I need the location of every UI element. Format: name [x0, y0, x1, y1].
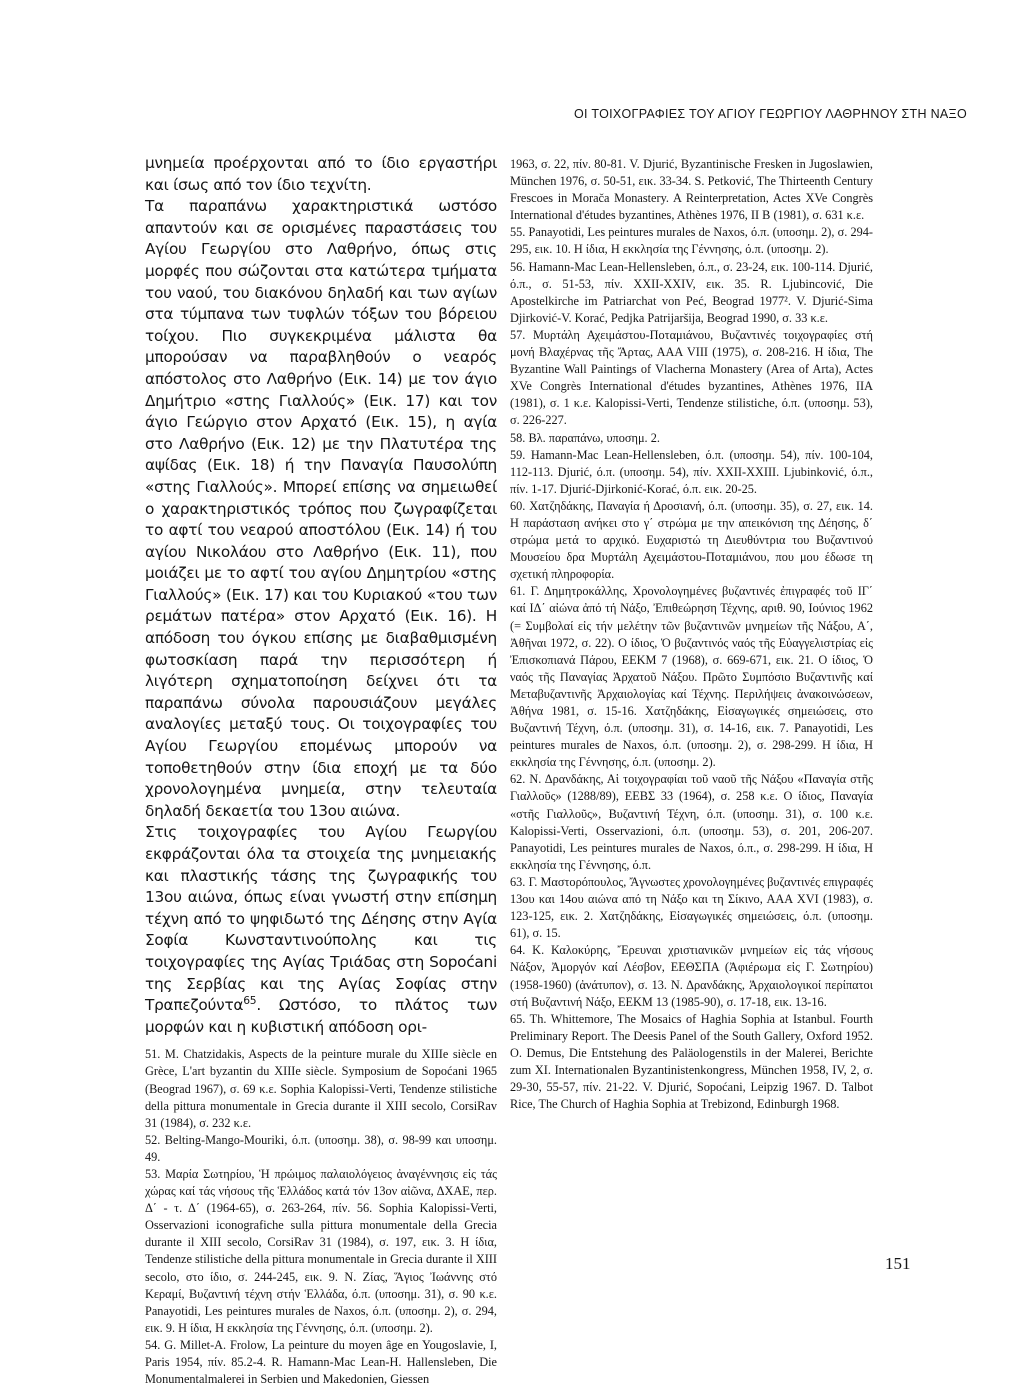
- footnote: 51. M. Chatzidakis, Aspects de la peinture murale du XIIIe siècle en Grèce, L'art byzantin du XIIIe siècle. Symposium de Sopoćani 1965 (Beograd 1967), σ. 69 κ.ε. Sophia Kalopissi-Verti, Tendenze stilistiche della pittura monumentale in Grecia durante il XIII secolo, CorsiRav 31 (1984), σ. 232 κ.ε.: [145, 1047, 497, 1130]
- left-column: [145, 153, 497, 1388]
- footnote: 57. Μυρτάλη Αχειμάστου-Ποταμιάνου, Βυζαντινές τοιχογραφίες στή μονή Βλαχέρνας τῆς Ἄρτας, ΑΑΑ VIII (1975), σ. 208-216. Η ίδια, The Byzantine Wall Paintings of Vlacherna Monastery (Area of Arta), Actes XVe Congrès International d'études byzantines, Athènes 1976, IIA (1981), σ. 1 κ.ε. Kalopissi-Verti, Tendenze stilistiche, ό.π. (υποσημ. 53), σ. 226-227.: [510, 327, 873, 428]
- body-paragraph-text: . Ωστόσο, το πλάτος των μορφών και η κυβιστική απόδοση ορι-: [145, 996, 497, 1036]
- footnote: 55. Panayotidi, Les peintures murales de Naxos, ό.π. (υποσημ. 2), σ. 294-295, εικ. 10. Η ίδια, Η εκκλησία της Γέννησης, ό.π. (υποσημ. 2).: [510, 225, 873, 257]
- footnote: 65. Th. Whittemore, The Mosaics of Haghia Sophia at Istanbul. Fourth Preliminary Report. The Deesis Panel of the South Gallery, Oxford 1952. O. Demus, Die Entstehung des Paläologenstils in der Malerei, Berichte zum XI. Internationalen Byzantinistenkongress, München 1958, IV, 2, σ. 29-30, 55-57, πίν. 21-22. V. Djurić, Sopoćani, Leipzig 1967. D. Talbot Rice, The Church of Haghia Sophia at Trebizond, Edinburgh 1968.: [510, 1011, 873, 1112]
- body-paragraph-text: Στις τοιχογραφίες του Αγίου Γεωργίου εκφράζονται όλα τα στοιχεία της μνημειακής και πλαστικής τάσης της ζωγραφικής του 13ου αιώνα, όπως είναι γνωστή στην επίσημη τέχνη από το ψηφιδωτό της Δέησης στην Αγία Σοφία Κωνσταντινούπολης και τις τοιχογραφίες της Αγίας Τριάδας στη Sopoćani της Σερβίας και της Αγίας Σοφίας στην Τραπεζούντα: [145, 823, 497, 1015]
- page-number: 151: [885, 1254, 911, 1273]
- body-paragraph: Τα παραπάνω χαρακτηριστικά ωστόσο απαντούν και σε ορισμένες παραστάσεις του Αγίου Γεωργίου στο Λαθρήνο, όπως στις μορφές που σώζονται στα κατώτερα τμήματα του ναού, του διακόνου δηλαδή και των αγίων στα τύμπανα των τυφλών τόξων του βόρειου τοίχου. Πιο συγκεκριμένα μάλιστα θα μπορούσαν να παραβληθούν ο νεαρός απόστολος στο Λαθρήνο (Εικ. 14) με τον άγιο Δημήτριο «στης Γιαλλούς» (Εικ. 17) και τον άγιο Γεώργιο στον Αρχατό (Εικ. 15), η αγία στο Λαθρήνο (Εικ. 12) με την Πλατυτέρα της αψίδας (Εικ. 18) ή την Παναγία Παυσολύπη «στης Γιαλλούς». Μπορεί επίσης να σημειωθεί ο χαρακτηριστικός τρόπος που ζωγραφίζεται το αφτί του νεαρού αποστόλου (Εικ. 14) ή του αγίου Νικολάου στο Λαθρήνο (Εικ. 11), που μοιάζει με το αφτί του αγίου Δημητρίου «στης Γιαλλούς» (Εικ. 17) και του Κυριακού «του των ρεμάτων πατέρα» στον Αρχατό (Εικ. 16). Η απόδοση του όγκου επίσης με διαβαθμισμένη φωτοσκίαση παρά την περισσότερη ή λιγότερη σχηματοποίηση δείχνει ότι τα παραπάνω σύνολα παρουσιάζουν μεγάλες αναλογίες μεταξύ τους. Οι τοιχογραφίες του Αγίου Γεωργίου επομένως μπορούν να τοποθετηθούν στην ίδια εποχή με τα δύο χρονολογημένα μνημεία, στην τελευταία δηλαδή δεκαετία του 13ου αιώνα.: [145, 197, 497, 820]
- footnote-ref: 65: [243, 994, 257, 1008]
- footnotes-left: [145, 1046, 497, 1388]
- footnote: 1963, σ. 22, πίν. 80-81. V. Djurić, Byzantinische Fresken in Jugoslawien, München 1976, σ. 50-51, εικ. 33-34. S. Petković, The Thirteenth Century Frescoes in Morača Monastery. A Reinterpretation, Actes XVe Congrès International d'études byzantines, Athènes 1976, II B (1981), σ. 631 κ.ε.: [510, 157, 873, 223]
- footnote: 61. Γ. Δημητροκάλλης, Χρονολογημένες βυζαντινές ἐπιγραφές τοῦ ΙΓ΄ καί ΙΔ΄ αἰώνα ἀπό τή Νάξο, Ἐπιθεώρηση Τέχνης, αριθ. 90, Ιούνιος 1962 (= Συμβολαί εἰς τήν μελέτην τῶν βυζαντινῶν μνημείων τῆς Νάξου, Α΄, Ἀθῆναι 1972, σ. 22). Ο ίδιος, Ὁ βυζαντινός ναός τῆς Εὐαγγελιστρίας εἰς Ἐπισκοπιανά Πάρου, ΕΕΚΜ 7 (1968), σ. 669-671, εικ. 21. Ο ίδιος, Ὁ ναός τῆς Παναγίας Ἀρχατοῦ Νάξου. Πρῶτο Συμπόσιο Βυζαντινῆς καί Μεταβυζαντινῆς Ἀρχαιολογίας καί Τέχνης. Περιλήψεις ἀνακοινώσεων, Ἀθήνα 1981, σ. 15-16. Χατζηδάκης, Εἰσαγωγικές σημειώσεις, στο Βυζαντινή Τέχνη, ό.π. (υποσημ. 31), σ. 14-16, εικ. 7. Panayotidi, Les peintures murales de Naxos, ό.π. (υποσημ. 2), σ. 298-299. Η ίδια, Η εκκλησία της Γέννησης, ό.π. (υποσημ. 2).: [510, 584, 873, 770]
- footnote: 59. Hamann-Mac Lean-Hellensleben, ό.π. (υποσημ. 54), πίν. 100-104, 112-113. Djurić, ό.π. (υποσημ. 54), πίν. XXII-XXIII. Ljubinković, ό.π., πίν. 1-17. Djurić-Djirkonić-Korać, ό.π. εικ. 20-25.: [510, 447, 873, 496]
- footnote: 60. Χατζηδάκης, Παναγία ή Δροσιανή, ό.π. (υποσημ. 35), σ. 27, εικ. 14. Η παράσταση ανήκει στο γ΄ στρώμα με την απεικόνιση της Δέησης, δ΄ στρώμα μετά το αρχικό. Ευχαριστώ τη Διευθύντρια του Βυζαντινού Μουσείου δρα Μυρτάλη Αχειμάστου-Ποταμιάνου, που μου έδωσε τη σχετική πληροφορία.: [510, 498, 873, 582]
- body-paragraph: [145, 822, 497, 1038]
- footnote: 56. Hamann-Mac Lean-Hellensleben, ό.π., σ. 23-24, εικ. 100-114. Djurić, ό.π., σ. 51-53, πίν. XXII-XXIV, εικ. 35. R. Ljubincović, Die Apostelkirche im Patriarchat von Peć, Beograd 1977². V. Djurić-Sima Djirković-V. Korać, Pedjka Patrijaršija, Beograd 1990, σ. 33 κ.ε.: [510, 259, 873, 325]
- footnote: 62. Ν. Δρανδάκης, Αἱ τοιχογραφίαι τοῦ ναοῦ τῆς Νάξου «Παναγία στῆς Γιαλλοῦς» (1288/89), ΕΕΒΣ 33 (1964), σ. 258 κ.ε. Ο ίδιος, Παναγία «στῆς Γιαλλοῦς», Βυζαντινή Τέχνη, ό.π. (υποσημ. 31), σ. 100 κ.ε. Kalopissi-Verti, Osservazioni, ό.π. (υποσημ. 53), σ. 201, 206-207. Panayotidi, Les peintures murales de Naxos, ό.π., σ. 298-299. Η ίδια, Η εκκλησία της Γέννησης, ό.π.: [510, 772, 873, 872]
- right-column-footnotes: [510, 156, 873, 1113]
- footnote: 58. Βλ. παραπάνω, υποσημ. 2.: [510, 430, 660, 445]
- body-paragraph: μνημεία προέρχονται από το ίδιο εργαστήρι και ίσως από τον ίδιο τεχνίτη.: [145, 154, 497, 194]
- footnote: 54. G. Millet-A. Frolow, La peinture du moyen âge en Yougoslavie, I, Paris 1954, πίν. 85.2-4. R. Hamann-Mac Lean-H. Hallensleben, Die Monumentalmalerei in Serbien und Makedonien, Giessen: [145, 1337, 497, 1387]
- running-header: ΟΙ ΤΟΙΧΟΓΡΑΦΙΕΣ ΤΟΥ ΑΓΙΟΥ ΓΕΩΡΓΙΟΥ ΛΑΘΡΗΝΟΥ ΣΤΗ ΝΑΞΟ: [574, 107, 967, 121]
- footnote: 53. Μαρία Σωτηρίου, Ἡ πρώιμος παλαιολόγειος ἀναγέννησις εἰς τάς χώρας καί τάς νήσους τῆς Ἑλλάδος κατά τόν 13ον αἰῶνα, ΔΧΑΕ, περ. Δ΄ - τ. Δ΄ (1964-65), σ. 263-264, πίν. 56. Sophia Kalopissi-Verti, Osservazioni iconografiche sulla pittura monumentale della Grecia durante il XIII secolo, CorsiRav 31 (1984), σ. 197, εικ. 3. Η ίδια, Tendenze stilistiche della pittura monumentale in Grecia durante il XIII secolo, στο ίδιο, σ. 244-245, εικ. 9. N. Ζίας, Ἅγιος Ἰωάννης στό Κεραμί, Βυζαντινή τέχνη στήν Ἑλλάδα, ό.π. (υποσημ. 31), σ. 90 κ.ε. Panayotidi, Les peintures murales de Naxos, ό.π. (υποσημ. 2), σ. 294, εικ. 9. Η ίδια, Η εκκλησία της Γέννησης, ό.π. (υποσημ. 2).: [145, 1167, 497, 1335]
- footnote: 64. Κ. Καλοκύρης, Ἔρευναι χριστιανικῶν μνημείων εἰς τάς νήσους Νάξον, Ἀμοργόν καί Λέσβον, ΕΕΘΣΠΑ (Ἀφιέρωμα εἰς Γ. Σωτηρίου) (1958-1960) (ἀνάτυπον), σ. 13. Ν. Δρανδάκης, Ἀρχαιολογικοί περίπατοι στή Βυζαντινή Νάξο, ΕΕΚΜ 13 (1985-90), σ. 17-18, εικ. 13-16.: [510, 943, 873, 1009]
- footnote: 52. Belting-Mango-Mouriki, ό.π. (υποσημ. 38), σ. 98-99 και υποσημ. 49.: [145, 1132, 497, 1164]
- footnote: 63. Γ. Μαστορόπουλος, Ἄγνωστες χρονολογημένες βυζαντινές επιγραφές 13ου και 14ου αιώνα από τη Νάξο και τη Σίκινο, ΑΑΑ XVI (1983), σ. 123-125, εικ. 2. Χατζηδάκης, Εἰσαγωγικές σημειώσεις, ό.π. (υποσημ. 61), σ. 15.: [510, 874, 873, 941]
